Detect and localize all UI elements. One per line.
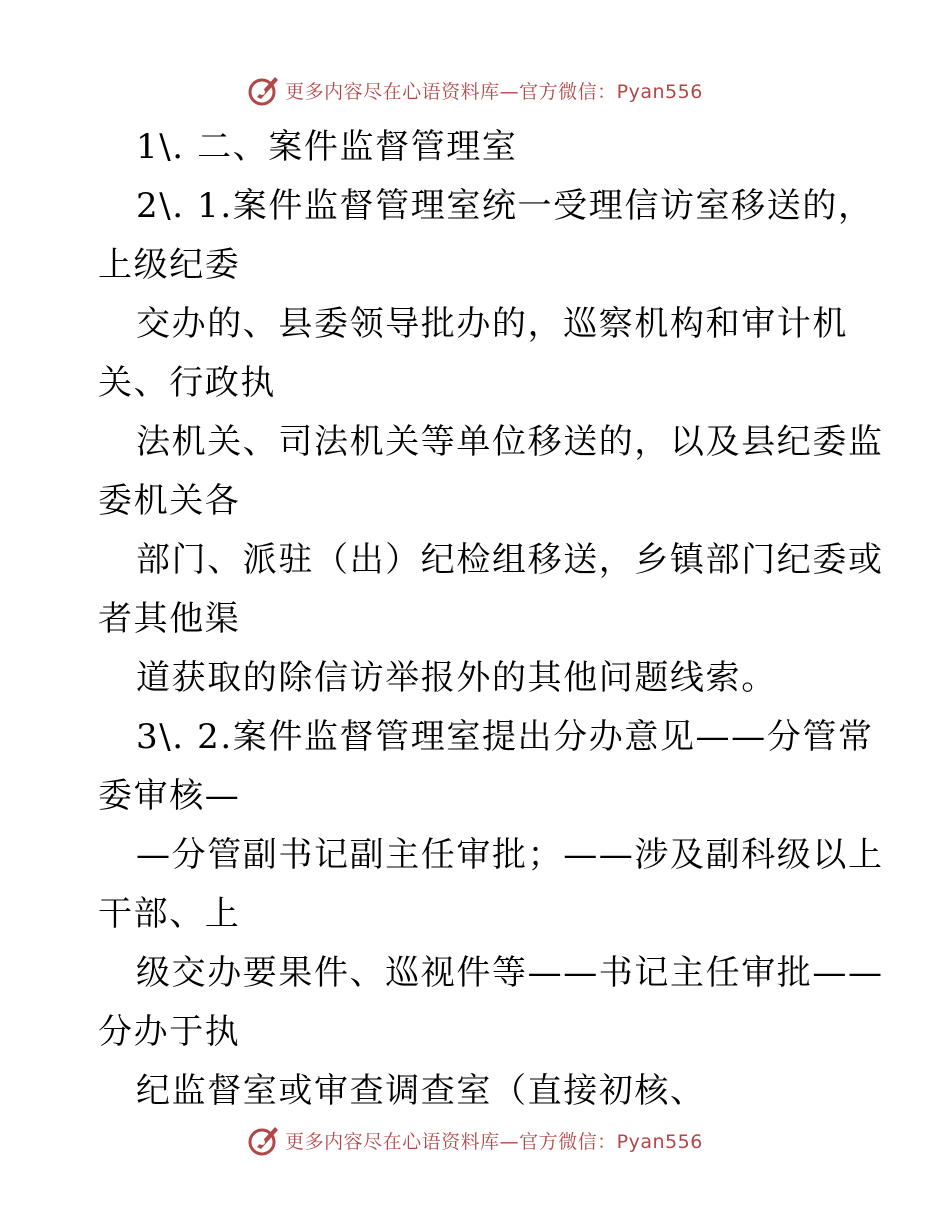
text-line: 1\. 二、案件监督管理室 bbox=[136, 127, 518, 167]
text-line: 级交办要果件、巡视件等——书记主任审批—— bbox=[136, 953, 884, 993]
footer-watermark bbox=[0, 1120, 950, 1160]
text-line: 3\. 2.案件监督管理室提出分办意见——分管常 bbox=[136, 717, 874, 757]
header-watermark bbox=[0, 70, 950, 110]
text-line: 上级纪委 bbox=[98, 245, 241, 285]
quill-logo-icon bbox=[247, 1123, 281, 1157]
text-line: 关、行政执 bbox=[98, 363, 276, 403]
text-line: 委审核— bbox=[98, 776, 241, 816]
text-line: 纪监督室或审查调查室（直接初核、 bbox=[136, 1071, 706, 1111]
text-line: 者其他渠 bbox=[98, 599, 241, 639]
text-line: 2\. 1.案件监督管理室统一受理信访室移送的， bbox=[136, 186, 874, 226]
text-line: —分管副书记副主任审批；——涉及副科级以上 bbox=[136, 835, 884, 875]
text-line: 干部、上 bbox=[98, 894, 241, 934]
text-line: 委机关各 bbox=[98, 481, 241, 521]
quill-logo-icon bbox=[247, 73, 281, 107]
watermark-text: 更多内容尽在心语资料库—官方微信：Pyan556 bbox=[285, 1130, 703, 1153]
text-line: 部门、派驻（出）纪检组移送，乡镇部门纪委或 bbox=[136, 540, 884, 580]
text-line: 法机关、司法机关等单位移送的，以及县纪委监 bbox=[136, 422, 884, 462]
watermark-text: 更多内容尽在心语资料库—官方微信：Pyan556 bbox=[285, 80, 703, 103]
text-line: 交办的、县委领导批办的，巡察机构和审计机 bbox=[136, 304, 848, 344]
text-line: 道获取的除信访举报外的其他问题线索。 bbox=[136, 658, 777, 698]
text-line: 分办于执 bbox=[98, 1012, 241, 1052]
document-body bbox=[98, 118, 884, 1121]
